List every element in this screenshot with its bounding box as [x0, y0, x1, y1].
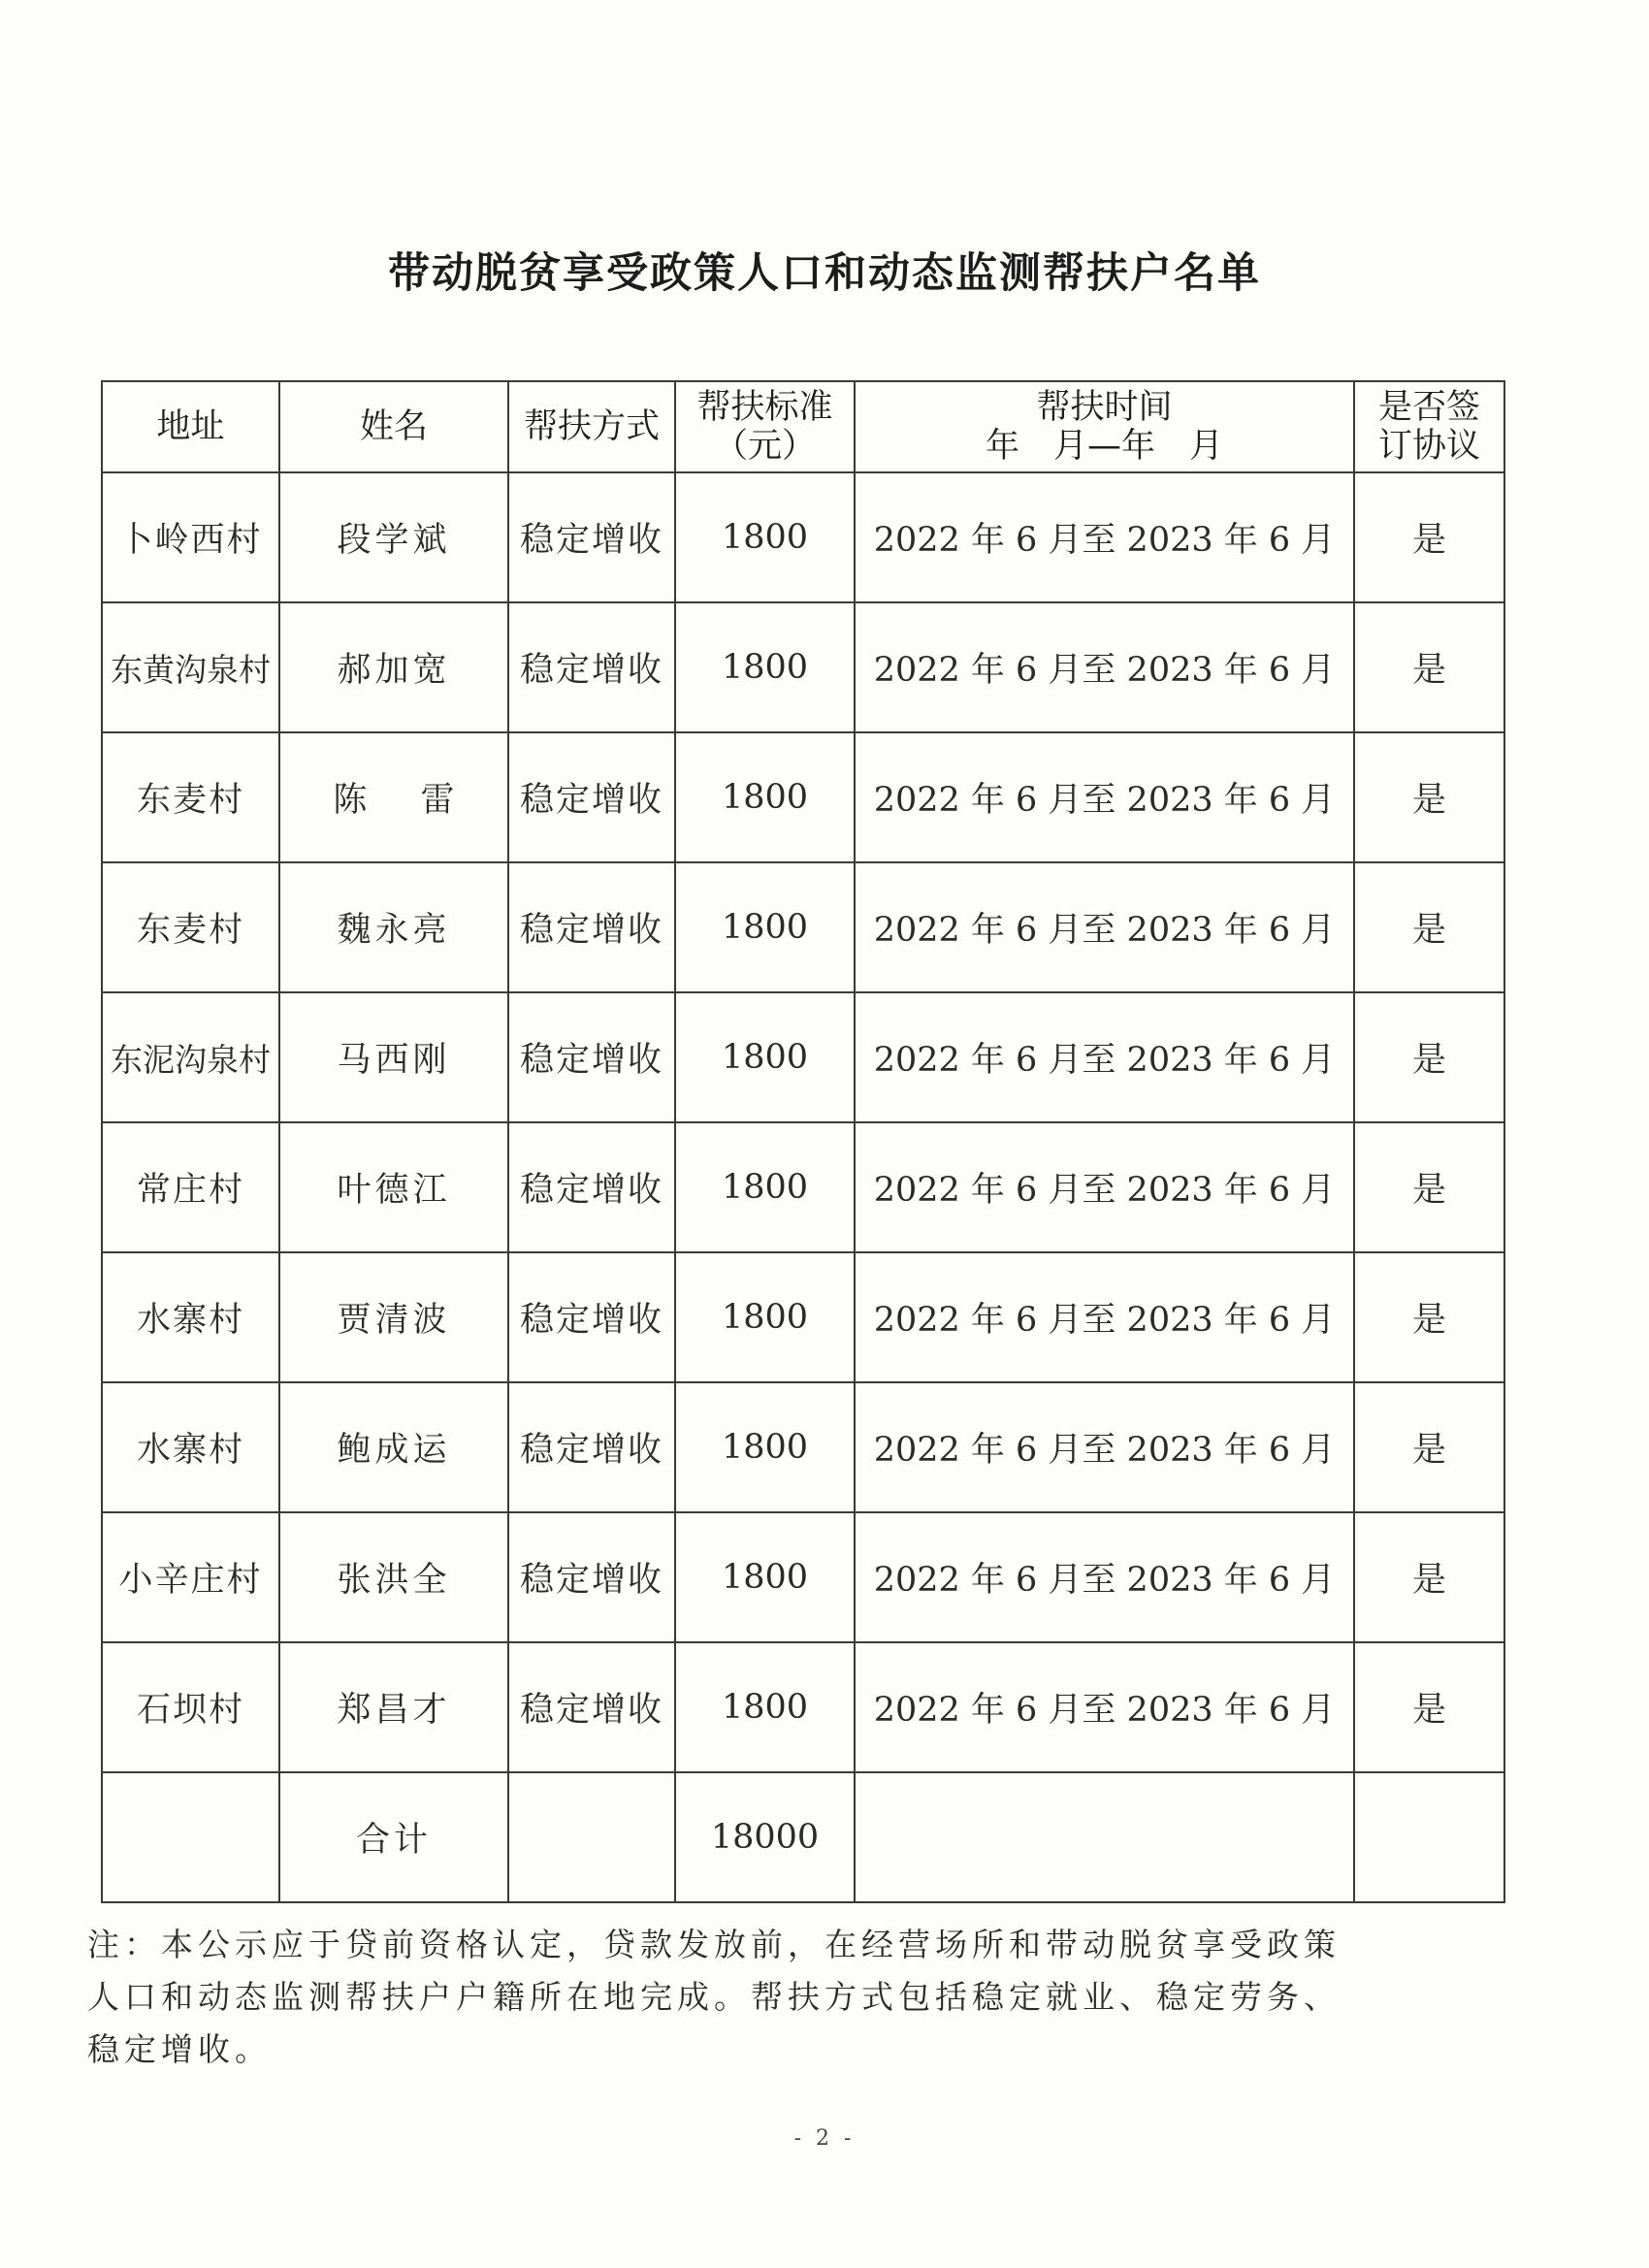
cell-address: 水寨村 [102, 1382, 279, 1512]
cell-standard: 1800 [675, 1122, 855, 1252]
cell-signed: 是 [1354, 472, 1504, 602]
cell-method: 稳定增收 [508, 1642, 675, 1772]
header-name: 姓名 [279, 381, 508, 472]
cell-period: 2022 年 6 月至 2023 年 6 月 [855, 1252, 1354, 1382]
cell-signed: 是 [1354, 1642, 1504, 1772]
cell-standard: 1800 [675, 1642, 855, 1772]
cell-standard: 1800 [675, 472, 855, 602]
cell-signed: 是 [1354, 732, 1504, 862]
cell-name: 郑昌才 [279, 1642, 508, 1772]
cell-method: 稳定增收 [508, 862, 675, 992]
table-row [102, 732, 1504, 862]
cell-period: 2022 年 6 月至 2023 年 6 月 [855, 1382, 1354, 1512]
cell-total-value: 18000 [675, 1772, 855, 1902]
cell-standard: 1800 [675, 732, 855, 862]
cell-name: 陈 雷 [279, 732, 508, 862]
cell-name: 段学斌 [279, 472, 508, 602]
table-row [102, 1122, 1504, 1252]
cell-name: 鲍成运 [279, 1382, 508, 1512]
header-method: 帮扶方式 [508, 381, 675, 472]
cell-name: 叶德江 [279, 1122, 508, 1252]
cell-method: 稳定增收 [508, 992, 675, 1122]
cell-standard: 1800 [675, 1512, 855, 1642]
cell-method: 稳定增收 [508, 732, 675, 862]
cell-name: 郝加宽 [279, 602, 508, 732]
table-row [102, 862, 1504, 992]
table-row [102, 472, 1504, 602]
cell-address: 石坝村 [102, 1642, 279, 1772]
table-row [102, 1642, 1504, 1772]
cell-period: 2022 年 6 月至 2023 年 6 月 [855, 1122, 1354, 1252]
cell-period: 2022 年 6 月至 2023 年 6 月 [855, 732, 1354, 862]
cell-total-signed-empty [1354, 1772, 1504, 1902]
cell-total-label: 合计 [279, 1772, 508, 1902]
header-time-line2: 年 月—年 月 [985, 427, 1223, 466]
cell-period: 2022 年 6 月至 2023 年 6 月 [855, 1642, 1354, 1772]
cell-period: 2022 年 6 月至 2023 年 6 月 [855, 1512, 1354, 1642]
page-number: - 2 - [793, 2126, 856, 2151]
document-title: 带动脱贫享受政策人口和动态监测帮扶户名单 [388, 249, 1261, 298]
assistance-roster-table [101, 380, 1505, 1903]
cell-signed: 是 [1354, 862, 1504, 992]
cell-total-method-empty [508, 1772, 675, 1902]
header-signed-line2: 订协议 [1377, 427, 1480, 466]
table-row [102, 602, 1504, 732]
header-standard-line2: （元） [713, 427, 816, 466]
cell-standard: 1800 [675, 1382, 855, 1512]
cell-address: 东泥沟泉村 [102, 992, 279, 1122]
cell-method: 稳定增收 [508, 1382, 675, 1512]
cell-signed: 是 [1354, 1512, 1504, 1642]
cell-method: 稳定增收 [508, 472, 675, 602]
cell-method: 稳定增收 [508, 602, 675, 732]
table-row [102, 1252, 1504, 1382]
table-row [102, 992, 1504, 1122]
cell-total-period-empty [855, 1772, 1354, 1902]
cell-address: 东麦村 [102, 862, 279, 992]
cell-address: 常庄村 [102, 1122, 279, 1252]
header-signed-line1: 是否签 [1377, 388, 1480, 427]
footnote: 注：本公示应于贷前资格认定，贷款发放前，在经营场所和带动脱贫享受政策 人口和动态监测帮扶户户籍所在地完成。帮扶方式包括稳定就业、稳定劳务、 稳定增收。 [87, 1926, 1341, 2068]
cell-standard: 1800 [675, 862, 855, 992]
header-time-line1: 帮扶时间 [1036, 388, 1173, 427]
cell-period: 2022 年 6 月至 2023 年 6 月 [855, 862, 1354, 992]
cell-method: 稳定增收 [508, 1512, 675, 1642]
cell-signed: 是 [1354, 602, 1504, 732]
header-signed [1354, 381, 1504, 472]
cell-name: 贾清波 [279, 1252, 508, 1382]
cell-name: 张洪全 [279, 1512, 508, 1642]
cell-period: 2022 年 6 月至 2023 年 6 月 [855, 602, 1354, 732]
header-time [855, 381, 1354, 472]
cell-address: 东黄沟泉村 [102, 602, 279, 732]
cell-period: 2022 年 6 月至 2023 年 6 月 [855, 992, 1354, 1122]
cell-standard: 1800 [675, 602, 855, 732]
table-row [102, 1382, 1504, 1512]
cell-standard: 1800 [675, 992, 855, 1122]
cell-name: 魏永亮 [279, 862, 508, 992]
cell-address: 东麦村 [102, 732, 279, 862]
cell-standard: 1800 [675, 1252, 855, 1382]
table-total-row [102, 1772, 1504, 1902]
table-header-row [102, 381, 1504, 472]
cell-name: 马西刚 [279, 992, 508, 1122]
cell-total-address-empty [102, 1772, 279, 1902]
cell-address: 小辛庄村 [102, 1512, 279, 1642]
table-row [102, 1512, 1504, 1642]
header-standard [675, 381, 855, 472]
cell-signed: 是 [1354, 992, 1504, 1122]
cell-method: 稳定增收 [508, 1122, 675, 1252]
cell-address: 水寨村 [102, 1252, 279, 1382]
header-address: 地址 [102, 381, 279, 472]
cell-period: 2022 年 6 月至 2023 年 6 月 [855, 472, 1354, 602]
cell-signed: 是 [1354, 1382, 1504, 1512]
cell-address: 卜岭西村 [102, 472, 279, 602]
cell-method: 稳定增收 [508, 1252, 675, 1382]
cell-signed: 是 [1354, 1122, 1504, 1252]
header-standard-line1: 帮扶标准 [696, 388, 833, 427]
cell-signed: 是 [1354, 1252, 1504, 1382]
